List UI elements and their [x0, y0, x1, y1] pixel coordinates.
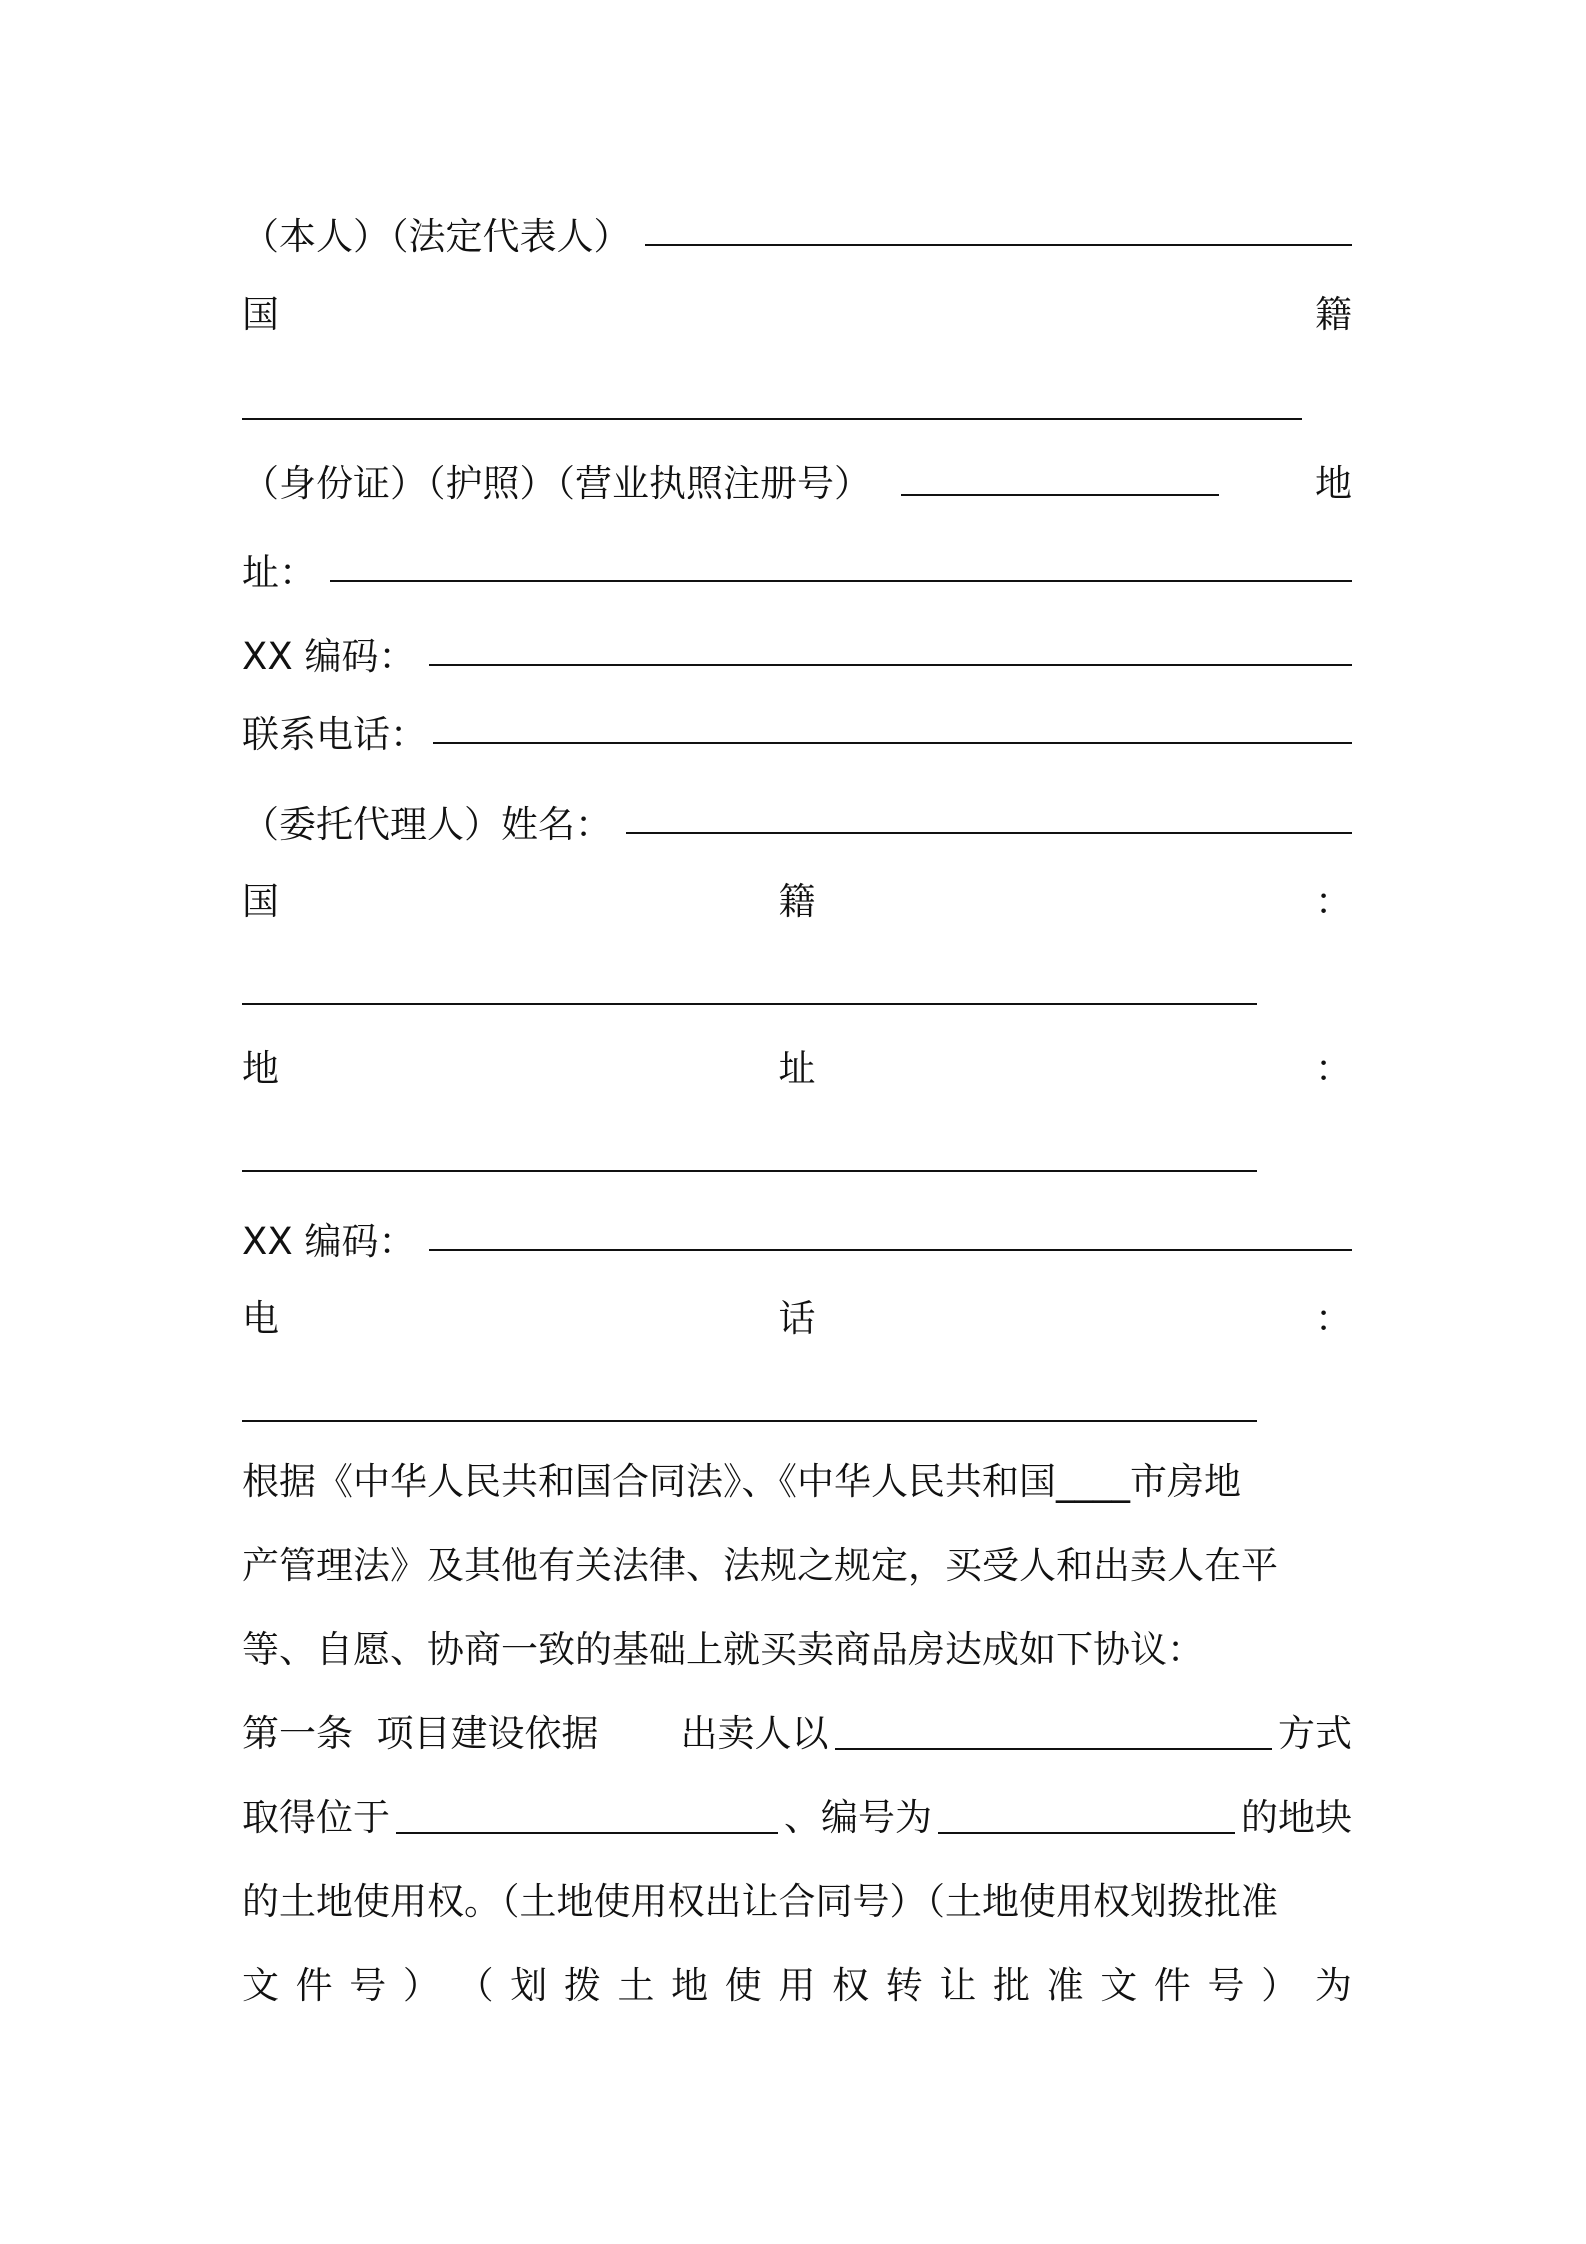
- article-1-line-4-char: 拨: [563, 1964, 601, 2007]
- article-1-line-4-char: 批: [992, 1964, 1030, 2007]
- article-1-heading: 第一条 项目建设依据: [242, 1712, 599, 1755]
- article-1-line-4-char: ）: [1261, 1964, 1299, 2007]
- agent-address-char-2: 址: [778, 1047, 816, 1090]
- article-1-line-4-char: 号: [1207, 1964, 1245, 2007]
- agent-nationality-blank[interactable]: [242, 1003, 1257, 1005]
- seller-address-row: [242, 534, 1352, 604]
- agent-postcode-row: [242, 1203, 1352, 1273]
- seller-phone-label: 联系电话：: [242, 713, 427, 756]
- article-1-line-4-char: 土: [617, 1964, 655, 2007]
- seller-phone-row: [242, 696, 1352, 766]
- article-1-line-2-text: 取得位于: [242, 1796, 390, 1839]
- seller-rep-label: （本人）（法定代表人）: [242, 215, 631, 258]
- preamble-line-1: [242, 1440, 1352, 1524]
- seller-postcode-label: XX 编码：: [242, 635, 416, 678]
- article-1-line-4-char: 让: [939, 1964, 977, 2007]
- article-1-line-3: [242, 1860, 1352, 1944]
- preamble-paragraph: [242, 1440, 1352, 1692]
- article-1-line-4-char: 使: [724, 1964, 762, 2007]
- article-1-line-4: [242, 1944, 1352, 2028]
- article-1-line-1: [242, 1692, 1352, 1776]
- preamble-line-2: [242, 1524, 1352, 1608]
- article-1-line-4-char: 件: [295, 1964, 333, 2007]
- agent-name-label: （委托代理人）姓名：: [242, 803, 612, 846]
- article-1-line-4-char: 划: [510, 1964, 548, 2007]
- seller-address-label: 址：: [242, 551, 316, 594]
- agent-phone-blank[interactable]: [242, 1420, 1257, 1422]
- article-1-line-4-char: 号: [349, 1964, 387, 2007]
- location-blank[interactable]: [396, 1802, 778, 1834]
- seller-nationality-char-2: 籍: [1315, 293, 1352, 336]
- seller-phone-blank[interactable]: [433, 742, 1352, 744]
- preamble-line-2-text: 产管理法》及其他有关法律、法规之规定，买受人和出卖人在平: [242, 1544, 1278, 1587]
- preamble-line-1-text: 根据《中华人民共和国合同法》、《中华人民共和国: [242, 1460, 1056, 1503]
- preamble-line-3: [242, 1608, 1352, 1692]
- agent-nationality-char-1: 国: [242, 880, 279, 923]
- article-1-line-1-text: 出卖人以: [680, 1712, 829, 1755]
- seller-id-row: [242, 445, 1352, 515]
- seller-rep-row: [242, 198, 1352, 268]
- seller-nationality-char-1: 国: [242, 293, 279, 336]
- agent-phone-colon: ：: [1315, 1297, 1352, 1340]
- seller-id-blank[interactable]: [901, 464, 1219, 496]
- agent-postcode-blank[interactable]: [429, 1249, 1352, 1251]
- city-blank[interactable]: ____: [1056, 1460, 1130, 1503]
- parcel-number-blank[interactable]: [938, 1802, 1235, 1834]
- article-1-line-4-char: 准: [1046, 1964, 1084, 2007]
- agent-nationality-row: [242, 863, 1352, 933]
- seller-nationality-blank[interactable]: [242, 418, 1302, 420]
- agent-address-row: [242, 1030, 1352, 1100]
- article-1-line-2: [242, 1776, 1352, 1860]
- seller-address-blank[interactable]: [330, 580, 1352, 582]
- acquisition-method-blank[interactable]: [835, 1718, 1272, 1750]
- seller-address-char-1: 地: [1315, 462, 1352, 505]
- article-1-line-2-tail: 的地块: [1241, 1796, 1352, 1839]
- agent-nationality-colon: ：: [1315, 880, 1352, 923]
- seller-rep-blank[interactable]: [645, 244, 1353, 246]
- article-1-line-4-char: 文: [1100, 1964, 1138, 2007]
- agent-phone-char-1: 电: [242, 1297, 279, 1340]
- agent-phone-char-2: 话: [778, 1297, 816, 1340]
- seller-postcode-row: [242, 618, 1352, 688]
- article-1-line-4-char: 为: [1314, 1964, 1352, 2007]
- agent-phone-row: [242, 1280, 1352, 1350]
- seller-postcode-blank[interactable]: [429, 664, 1352, 666]
- preamble-line-3-text: 等、自愿、协商一致的基础上就买卖商品房达成如下协议：: [242, 1628, 1204, 1671]
- article-1-line-4-char: 地: [671, 1964, 709, 2007]
- agent-nationality-char-2: 籍: [778, 880, 816, 923]
- article-1-paragraph: [242, 1692, 1352, 2028]
- agent-postcode-label: XX 编码：: [242, 1220, 416, 1263]
- preamble-line-1-tail: 市房地: [1130, 1460, 1241, 1503]
- article-1-line-4-char: 文: [242, 1964, 279, 2007]
- article-1-line-4-char: （: [456, 1964, 494, 2007]
- seller-id-label: （身份证）（护照）（营业执照注册号）: [242, 462, 871, 505]
- article-1-line-4-char: 转: [885, 1964, 923, 2007]
- article-1-line-4-char: 权: [832, 1964, 870, 2007]
- article-1-line-4-char: 用: [778, 1964, 816, 2007]
- seller-nationality-row: [242, 276, 1352, 346]
- agent-address-char-1: 地: [242, 1047, 279, 1090]
- article-1-line-1-tail: 方式: [1278, 1712, 1352, 1755]
- article-1-line-4-char: 件: [1153, 1964, 1191, 2007]
- agent-address-colon: ：: [1315, 1047, 1352, 1090]
- article-1-line-2-mid: 、编号为: [784, 1796, 932, 1839]
- agent-address-blank[interactable]: [242, 1170, 1257, 1172]
- article-1-line-3-text: 的土地使用权。（土地使用权出让合同号）（土地使用权划拨批准: [242, 1880, 1278, 1923]
- article-1-line-4-char: ）: [402, 1964, 440, 2007]
- agent-name-row: [242, 786, 1352, 856]
- agent-name-blank[interactable]: [626, 832, 1352, 834]
